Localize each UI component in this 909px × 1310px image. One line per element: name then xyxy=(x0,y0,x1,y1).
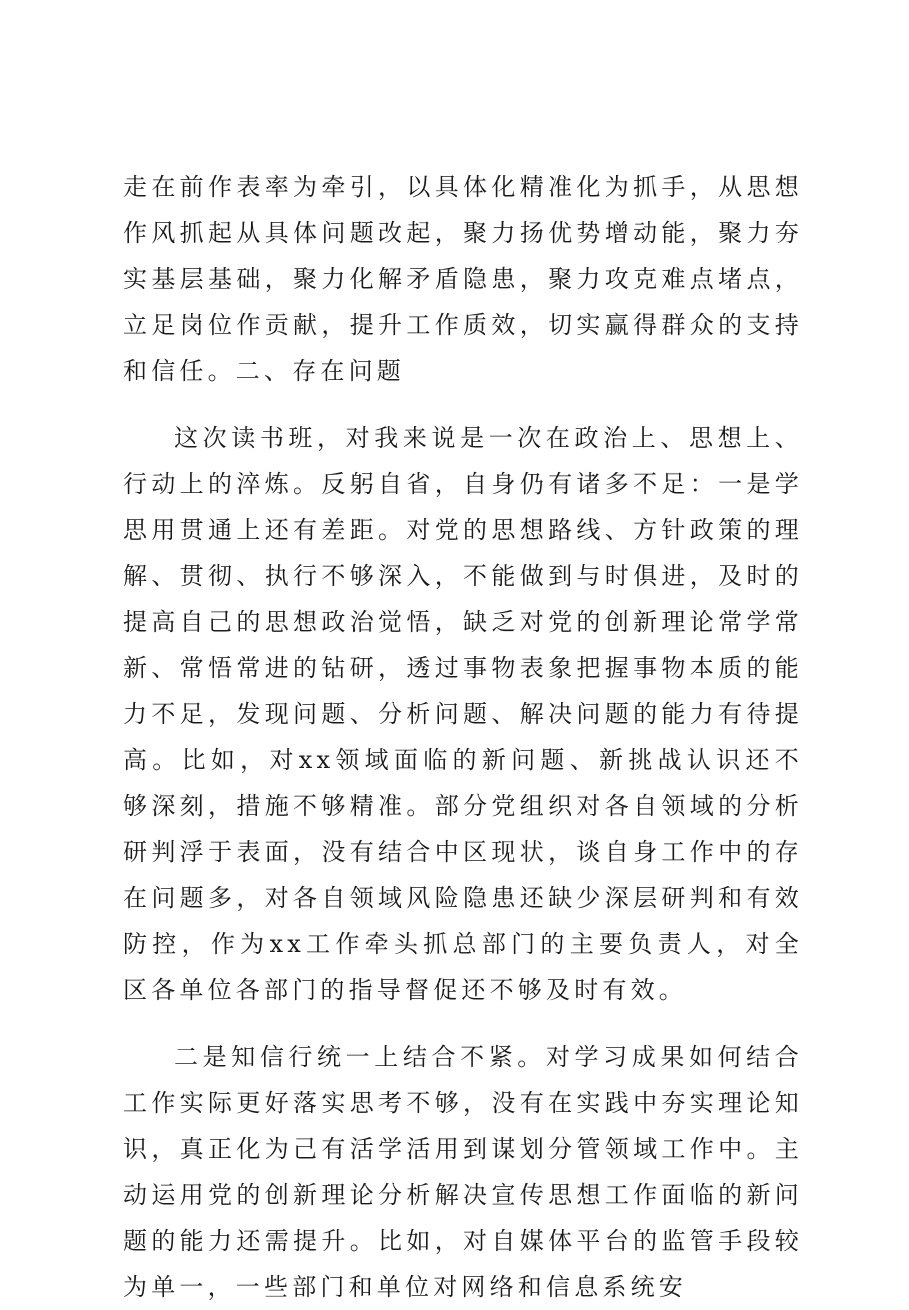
document-body xyxy=(123,164,803,1310)
paragraph-gap xyxy=(123,394,803,415)
paragraph-gap xyxy=(123,1013,803,1034)
paragraph-reading-class: 这次读书班，对我来说是一次在政治上、思想上、行动上的淬炼。反躬自省，自身仍有诸多不足：一是学思用贯通上还有差距。对党的思想路线、方针政策的理解、贯彻、执行不够深入，不能做到与时俱进，及时的提高自己的思想政治觉悟，缺乏对党的创新理论常学常新、常悟常进的钻研，透过事物表象把握事物本质的能力不足，发现问题、分析问题、解决问题的能力有待提高。比如，对xx领域面临的新问题、新挑战认识还不够深刻，措施不够精准。部分党组织对各自领域的分析研判浮于表面，没有结合中区现状，谈自身工作中的存在问题多，对各自领域风险隐患还缺少深层研判和有效防控，作为xx工作牵头抓总部门的主要负责人，对全区各单位各部门的指导督促还不够及时有效。 xyxy=(123,424,803,1004)
paragraph-knowledge-action: 二是知信行统一上结合不紧。对学习成果如何结合工作实际更好落实思考不够，没有在实践中夯实理论知识，真正化为己有活学活用到谋划分管领域工作中。主动运用党的创新理论分析解决宣传思想工作面临的新问题的能力还需提升。比如，对自媒体平台的监管手段较为单一，一些部门和单位对网络和信息系统安 xyxy=(123,1043,803,1301)
paragraph-continuation: 走在前作表率为牵引，以具体化精准化为抓手，从思想作风抓起从具体问题改起，聚力扬优势增动能，聚力夯实基层基础，聚力化解矛盾隐患，聚力攻克难点堵点，立足岗位作贡献，提升工作质效，切实赢得群众的支持和信任。二、存在问题 xyxy=(123,173,803,385)
